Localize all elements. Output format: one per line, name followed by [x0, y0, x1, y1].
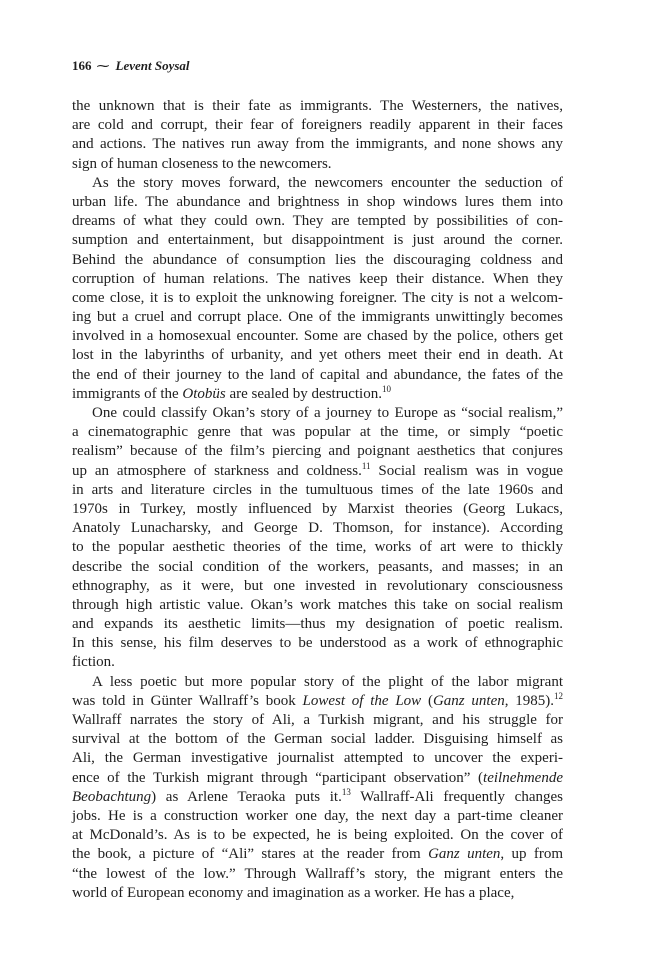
text-run: are sealed by destruction.	[225, 385, 382, 402]
text-run: are cold and corrupt, their fear of foreigners readily apparent in their faces	[72, 117, 563, 134]
paragraph	[72, 174, 563, 404]
text-run: Wallraff narrates the story of Ali, a Turkish migrant, and his struggle for	[72, 712, 563, 728]
italic-text: Ganz unten	[432, 692, 505, 709]
text-run: As the story moves forward, the newcomers encounter the seduction of	[92, 174, 563, 191]
ornament-icon: ⁓	[96, 58, 110, 73]
text-line	[72, 212, 563, 231]
text-line	[72, 231, 563, 250]
text-run: come close, it is to exploit the unknowing foreigner. The city is not a welcom-	[72, 289, 563, 306]
text-run: the end of their journey to the land of capital and abundance, the fates of the	[72, 366, 563, 383]
running-head	[72, 58, 190, 74]
text-run: ence of the Turkish migrant through “participant observation” (	[72, 769, 484, 786]
text-run: involved in a homosexual encounter. Some are chased by the police, others get	[72, 328, 563, 345]
text-run: realism” because of the film’s piercing and poignant aesthetics that conjures	[72, 443, 563, 460]
text-line	[72, 596, 563, 615]
text-run: Ali, the German investigative journalist attempted to uncover the experi-	[72, 750, 563, 767]
text-line	[72, 193, 563, 212]
text-run: a cinematographic genre that was popular at the time, or simply “poetic	[72, 424, 563, 441]
footnote-ref: 12	[554, 690, 564, 701]
text-run: through high artistic value. Okan’s work matches this take on social realism	[72, 596, 563, 613]
text-line	[72, 558, 563, 577]
italic-text: teilnehmende	[483, 769, 563, 786]
paragraph	[72, 97, 563, 174]
text-line	[72, 327, 563, 346]
text-run: “the lowest of the low.” Through Wallraff’s story, the migrant enters the	[72, 865, 563, 882]
text-line	[72, 500, 563, 519]
text-run: (	[421, 692, 433, 709]
text-run: the book, a picture of “Ali” stares at the reader from	[72, 846, 429, 863]
text-run: in arts and literature circles in the tumultuous times of the late 1960s and	[72, 481, 563, 498]
text-line	[72, 653, 563, 672]
text-run: lost in the labyrinths of urbanity, and yet others meet their end in death. At	[72, 347, 563, 364]
text-line	[72, 116, 563, 135]
text-line	[72, 135, 563, 154]
text-line	[72, 673, 563, 692]
text-line	[72, 481, 563, 500]
text-line	[72, 442, 563, 461]
text-line	[72, 730, 563, 749]
text-run: In this sense, his film deserves to be understood as a work of ethnographic	[72, 635, 563, 652]
text-line	[72, 462, 563, 481]
text-run: fiction.	[72, 654, 115, 671]
text-line	[72, 251, 563, 270]
text-run: jobs. He is a construction worker one day, the next day a part-time cleaner	[72, 807, 563, 824]
text-run: dreams of what they could own. They are tempted by possibilities of con-	[72, 213, 563, 230]
text-line	[72, 884, 563, 903]
text-line	[72, 366, 563, 385]
text-line	[72, 865, 563, 884]
text-run: 1970s in Turkey, mostly influenced by Marxist theories (Georg Lukacs,	[72, 500, 563, 517]
italic-text: Ganz unten	[428, 846, 501, 863]
text-run: describe the social condition of the workers, peasants, and masses; in an	[72, 558, 563, 575]
paragraph	[72, 673, 563, 903]
text-run: world of European economy and imagination as a worker. He has a place,	[72, 884, 515, 901]
text-line	[72, 308, 563, 327]
text-line	[72, 270, 563, 289]
body-text	[72, 97, 563, 903]
text-run: Behind the abundance of consumption lies the discouraging coldness and	[72, 251, 563, 268]
text-line	[72, 423, 563, 442]
text-run: and actions. The natives run away from the immigrants, and none shows any	[72, 136, 563, 153]
text-run: A less poetic but more popular story of the plight of the labor migrant	[92, 673, 563, 690]
text-line	[72, 346, 563, 365]
text-run: at McDonald’s. As is to be expected, he is being exploited. On the cover of	[72, 827, 563, 844]
text-line	[72, 711, 563, 730]
text-line	[72, 845, 563, 864]
text-run: the unknown that is their fate as immigrants. The Westerners, the natives,	[72, 98, 563, 114]
text-run: sumption and entertainment, but disappointment is just around the corner.	[72, 232, 563, 249]
text-run: One could classify Okan’s story of a journey to Europe as “social realism,”	[92, 405, 563, 421]
text-run: survival at the bottom of the German social ladder. Disguising himself as	[72, 731, 563, 748]
text-run: , 1985).	[504, 692, 555, 709]
text-line	[72, 538, 563, 557]
running-head-author: Levent Soysal	[115, 58, 190, 73]
italic-text: Otobüs	[182, 385, 226, 402]
text-line	[72, 615, 563, 634]
text-line	[72, 404, 563, 423]
footnote-ref: 13	[341, 786, 351, 797]
text-run: Anatoly Lunacharsky, and George D. Thomson, for instance). According	[72, 520, 563, 537]
text-line	[72, 577, 563, 596]
text-line	[72, 155, 563, 174]
text-run: corruption of human relations. The natives keep their distance. When they	[72, 270, 563, 287]
text-run: Wallraff-Ali frequently changes	[350, 788, 563, 805]
text-line	[72, 788, 563, 807]
text-line	[72, 97, 563, 116]
page-number: 166	[72, 58, 92, 73]
text-run: ing but a cruel and corrupt place. One of the immigrants unwittingly becomes	[72, 309, 563, 326]
text-line	[72, 826, 563, 845]
italic-text: Beobachtung	[72, 788, 152, 805]
text-line	[72, 634, 563, 653]
text-run: was told in Günter Wallraff’s book	[72, 692, 303, 709]
paragraph	[72, 404, 563, 673]
text-line	[72, 807, 563, 826]
text-line	[72, 749, 563, 768]
text-line	[72, 692, 563, 711]
text-run: Social realism was in vogue	[370, 462, 563, 479]
text-run: , up from	[500, 846, 563, 863]
text-run: immigrants of the	[72, 385, 183, 402]
text-run: ) as Arlene Teraoka puts it.	[151, 788, 342, 805]
text-line	[72, 174, 563, 193]
text-run: sign of human closeness to the newcomers.	[72, 155, 332, 172]
text-line	[72, 769, 563, 788]
text-line	[72, 289, 563, 308]
italic-text: Lowest of the Low	[302, 692, 422, 709]
footnote-ref: 10	[381, 383, 391, 394]
text-line	[72, 519, 563, 538]
text-run: ethnography, as it were, but one invested in revolutionary consciousness	[72, 577, 563, 594]
text-run: up an atmosphere of starkness and coldness.	[72, 462, 362, 479]
footnote-ref: 11	[361, 460, 371, 471]
text-line	[72, 385, 563, 404]
text-run: urban life. The abundance and brightness in shop windows lures them into	[72, 193, 563, 210]
text-run: and expands its aesthetic limits—thus my designation of poetic realism.	[72, 616, 563, 633]
text-run: to the popular aesthetic theories of the time, works of art were to thickly	[72, 539, 563, 556]
